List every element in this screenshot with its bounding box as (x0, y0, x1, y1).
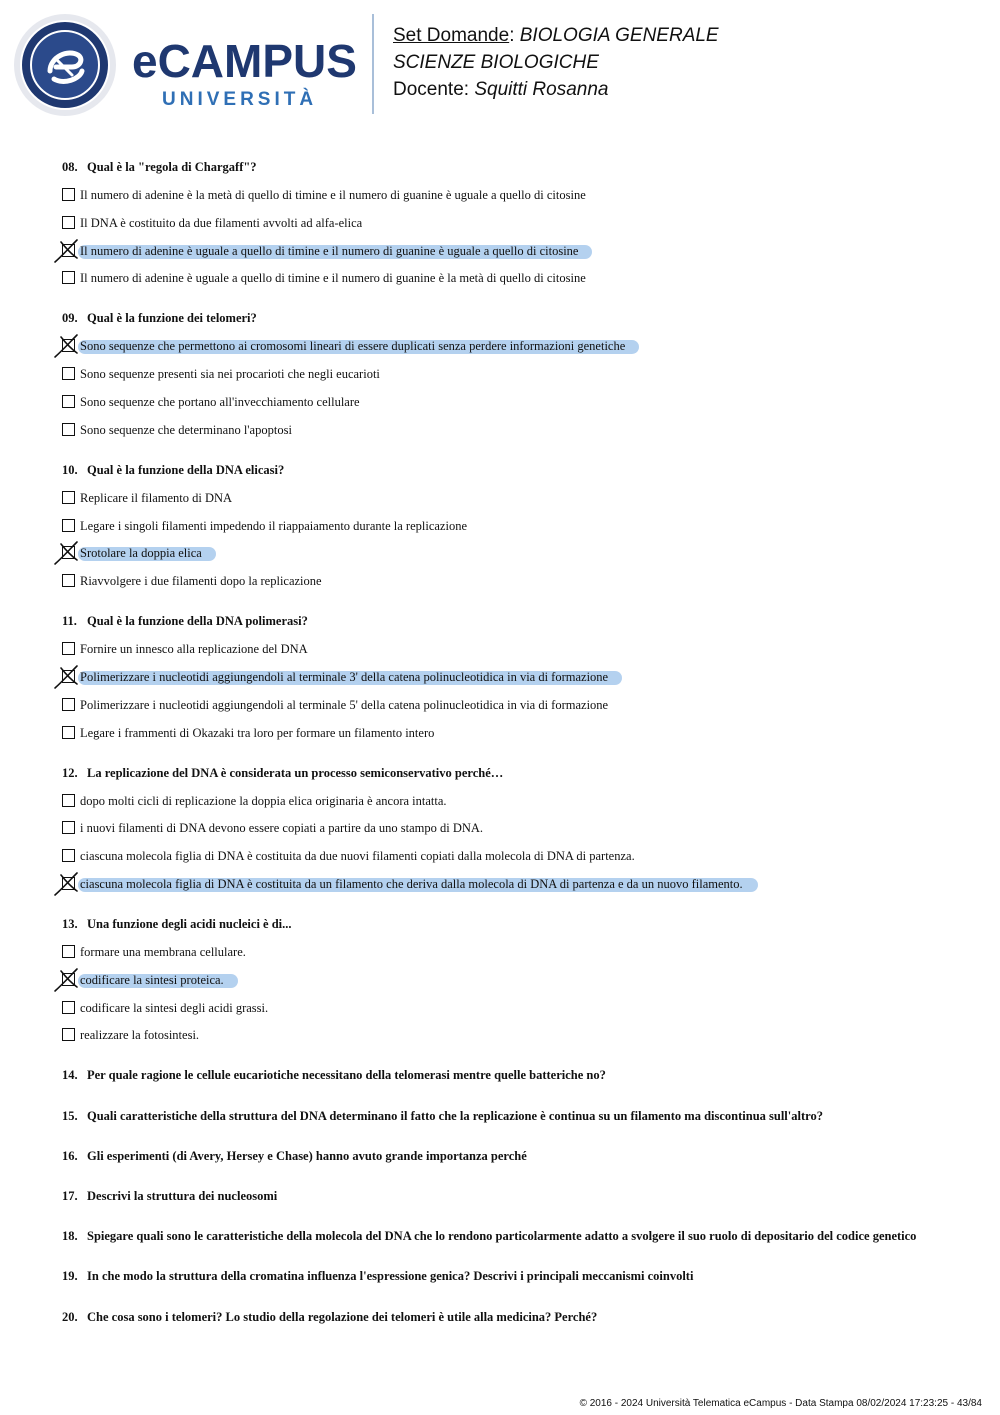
question-text: Che cosa sono i telomeri? Lo studio della regolazione dei telomeri è utile alla medicina? Perché? (87, 1309, 598, 1324)
answer-text: Legare i frammenti di Okazaki tra loro per formare un filamento intero (80, 725, 435, 740)
answer-text: Il numero di adenine è uguale a quello di timine e il numero di guanine è la metà di quello di citosine (80, 271, 586, 286)
header-docente-line (393, 76, 719, 103)
handwritten-cross-icon (52, 538, 86, 568)
answer-text: dopo molti cicli di replicazione la doppia elica originaria è ancora intatta. (80, 793, 447, 808)
question-number: 18. (62, 1229, 78, 1244)
question-title (62, 311, 257, 326)
checkbox-icon[interactable] (62, 726, 75, 739)
question-number: 10. (62, 462, 78, 477)
page-footer: © 2016 - 2024 Università Telematica eCampus - Data Stampa 08/02/2024 17:23:25 - 43/84 (579, 1398, 982, 1409)
checkbox-icon[interactable] (62, 271, 75, 284)
question-number: 08. (62, 160, 78, 174)
question-title (62, 1310, 597, 1325)
answer-text: ciascuna molecola figlia di DNA è costituita da due nuovi filamenti copiati dalla molecola di DNA di partenza. (80, 849, 635, 864)
checkbox-icon[interactable] (62, 188, 75, 201)
checkbox-icon[interactable] (62, 1028, 75, 1041)
question-number: 19. (62, 1269, 78, 1284)
checkbox-icon[interactable] (62, 216, 75, 229)
handwritten-cross-icon (52, 869, 86, 899)
question-text: Una funzione degli acidi nucleici è di... (87, 917, 292, 931)
question-title (62, 1109, 823, 1124)
question-number: 16. (62, 1148, 78, 1163)
answer-text: codificare la sintesi degli acidi grassi. (80, 1000, 269, 1015)
question-text: Qual è la funzione della DNA polimerasi? (87, 614, 308, 629)
question-number: 20. (62, 1309, 78, 1324)
answer-text: Il numero di adenine è uguale a quello di timine e il numero di guanine è uguale a quello di citosine (80, 243, 579, 258)
docente-label: Docente: (393, 79, 475, 100)
checkbox-icon[interactable] (62, 423, 75, 436)
answer-text: Sono sequenze che determinano l'apoptosi (80, 422, 292, 437)
handwritten-cross-icon (52, 662, 86, 692)
handwritten-cross-icon (52, 331, 86, 361)
question-number: 14. (62, 1068, 78, 1083)
header-set-line (393, 22, 719, 49)
set-label: Set Domande (393, 25, 510, 46)
question-text: Gli esperimenti (di Avery, Hersey e Chase) hanno avuto grande importanza perché (87, 1148, 527, 1163)
question-title (62, 917, 292, 932)
handwritten-cross-icon (52, 236, 86, 266)
question-title (62, 463, 284, 478)
answer-text: formare una membrana cellulare. (80, 945, 246, 959)
question-title (62, 160, 257, 175)
checkbox-icon[interactable] (62, 849, 75, 862)
ecampus-logo (14, 14, 359, 118)
answer-text: codificare la sintesi proteica. (80, 972, 224, 987)
answer-text: Riavvolgere i due filamenti dopo la replicazione (80, 574, 322, 589)
question-number: 15. (62, 1108, 78, 1123)
question-number: 13. (62, 917, 78, 931)
handwritten-cross-icon (52, 965, 86, 995)
question-title (62, 1189, 277, 1204)
question-number: 17. (62, 1189, 78, 1203)
question-text: Spiegare quali sono le caratteristiche della molecola del DNA che lo rendono particolarmente adatto a svolgere il suo ruolo di depositario del codice genetico (87, 1229, 917, 1244)
question-title (62, 1269, 693, 1284)
checkbox-icon[interactable] (62, 794, 75, 807)
answer-text: Il DNA è costituito da due filamenti avvolti ad alfa-elica (80, 215, 363, 230)
checkbox-icon[interactable] (62, 945, 75, 958)
course-name: BIOLOGIA GENERALE (519, 25, 719, 46)
question-title (62, 766, 503, 781)
ecampus-logo-icon (42, 41, 88, 89)
question-number: 09. (62, 311, 78, 326)
header-info (393, 22, 719, 103)
checkbox-icon[interactable] (62, 367, 75, 380)
docente-name: Squitti Rosanna (474, 79, 609, 100)
checkbox-icon[interactable] (62, 698, 75, 711)
question-text: Per quale ragione le cellule eucariotiche necessitano della telomerasi mentre quelle batteriche no? (87, 1068, 606, 1083)
question-text: Descrivi la struttura dei nucleosomi (87, 1189, 278, 1203)
answer-text: Legare i singoli filamenti impedendo il riappaiamento durante la replicazione (80, 518, 468, 533)
question-text: Quali caratteristiche della struttura del DNA determinano il fatto che la replicazione è continua su un filamento ma discontinua sull'altro? (87, 1108, 823, 1123)
answer-text: realizzare la fotosintesi. (80, 1028, 200, 1043)
logo-subtitle: UNIVERSITÀ (162, 89, 318, 110)
answer-text: Srotolare la doppia elica (80, 546, 202, 561)
question-text: Qual è la funzione della DNA elicasi? (87, 462, 285, 477)
question-number: 11. (62, 614, 77, 629)
answer-text: i nuovi filamenti di DNA devono essere copiati a partire da uno stampo di DNA. (80, 821, 484, 836)
checkbox-icon[interactable] (62, 642, 75, 655)
question-title (62, 1149, 527, 1164)
question-title (62, 1229, 916, 1244)
checkbox-icon[interactable] (62, 1001, 75, 1014)
answer-text: Il numero di adenine è la metà di quello di timine e il numero di guanine è uguale a quello di citosine (80, 188, 586, 202)
question-text: In che modo la struttura della cromatina influenza l'espressione genica? Descrivi i principali meccanismi coinvolti (87, 1269, 694, 1284)
answer-text: Replicare il filamento di DNA (80, 490, 233, 505)
set-separator: : (509, 25, 520, 46)
answer-text: Fornire un innesco alla replicazione del DNA (80, 642, 308, 657)
question-text: La replicazione del DNA è considerata un processo semiconservativo perché… (87, 765, 504, 780)
checkbox-icon[interactable] (62, 821, 75, 834)
checkbox-icon[interactable] (62, 491, 75, 504)
question-title (62, 1068, 606, 1083)
answer-text: Polimerizzare i nucleotidi aggiungendoli al terminale 5' della catena polinucleotidica in via di formazione (80, 697, 609, 712)
checkbox-icon[interactable] (62, 574, 75, 587)
question-title (62, 614, 308, 629)
logo-wordmark: eCAMPUS (132, 35, 357, 87)
faculty-name: SCIENZE BIOLOGICHE (393, 52, 599, 73)
answer-text: ciascuna molecola figlia di DNA è costituita da un filamento che deriva dalla molecola di DNA di partenza e da un nuovo filamento. (80, 877, 743, 891)
checkbox-icon[interactable] (62, 519, 75, 532)
question-number: 12. (62, 765, 78, 780)
answer-text: Sono sequenze che portano all'invecchiamento cellulare (80, 395, 360, 409)
checkbox-icon[interactable] (62, 395, 75, 408)
header-divider (372, 14, 374, 114)
answer-text: Sono sequenze che permettono ai cromosomi lineari di essere duplicati senza perdere informazioni genetiche (80, 339, 626, 354)
question-text: Qual è la funzione dei telomeri? (87, 311, 257, 326)
answer-text: Sono sequenze presenti sia nei procarioti che negli eucarioti (80, 367, 380, 382)
answer-text: Polimerizzare i nucleotidi aggiungendoli al terminale 3' della catena polinucleotidica in via di formazione (80, 670, 609, 684)
question-text: Qual è la "regola di Chargaff"? (87, 160, 257, 174)
